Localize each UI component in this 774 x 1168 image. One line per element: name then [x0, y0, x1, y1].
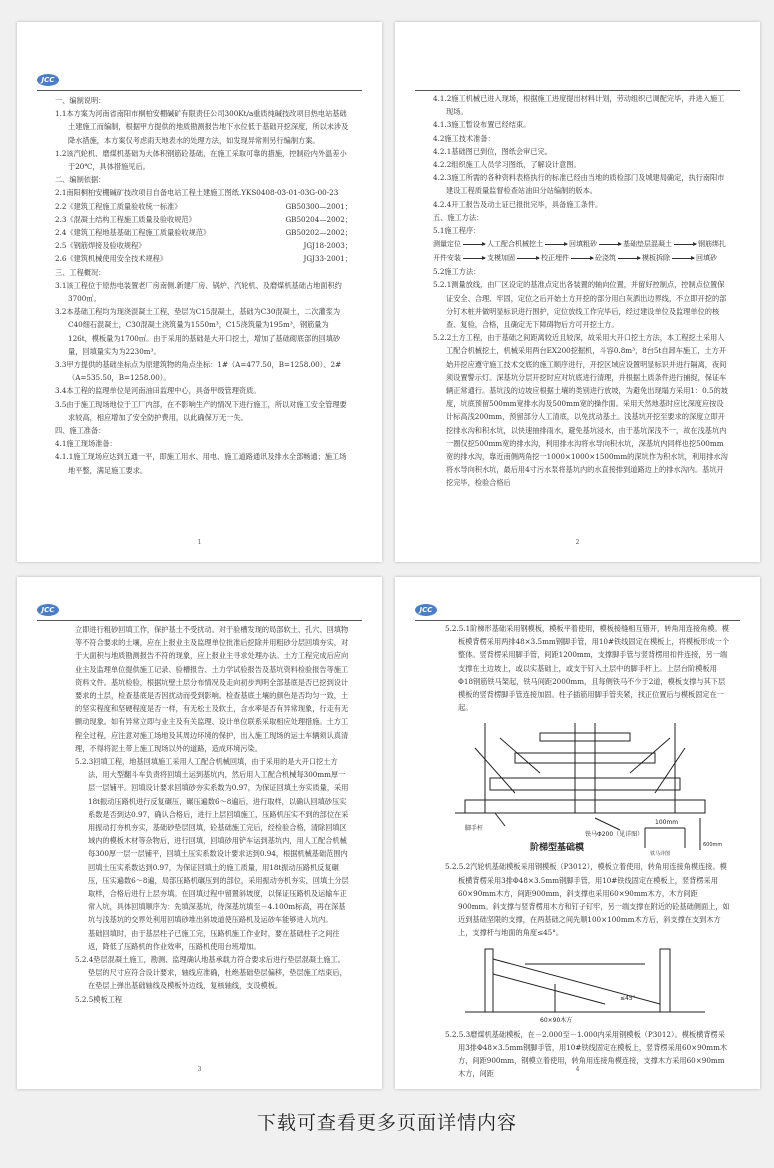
- header-rule: [37, 90, 362, 91]
- figure-label: 铁马Φ200（见详图）: [585, 831, 644, 839]
- paragraph: 4.1.3施工暂设布置已经结束。: [433, 120, 531, 130]
- document-page-4: [395, 577, 760, 1089]
- paragraph: 4.2施工技术准备：: [433, 133, 495, 143]
- flow-step: 校正埋件: [541, 254, 569, 263]
- standard-row: [55, 252, 352, 265]
- paragraph: 3.3甲方提供的基础坐标点为原建筑物的角点坐标：1#（A=477.50，B=1258.00）、2#（A=535.50，B=1258.00）。: [55, 360, 342, 383]
- arrow-icon: [545, 244, 567, 245]
- arrow-icon: [618, 258, 640, 259]
- download-more-link[interactable]: 下载可查看更多页面详情内容: [256, 1112, 517, 1134]
- document-page-3: [17, 577, 382, 1089]
- standard-row: [55, 200, 352, 213]
- standard-name: 2.6《建筑机械使用安全技术规程》: [55, 254, 168, 264]
- arrow-icon: [463, 244, 485, 245]
- document-page-1: [17, 22, 382, 562]
- flow-step: 测量定位: [433, 240, 461, 249]
- paragraph: 5.1施工程序：: [433, 226, 481, 236]
- paragraph: 4.1.2施工机械已进入现场，根据施工进度提出材料计划，劳动组织已调配完毕，并进入施工现场。: [433, 94, 725, 117]
- arrow-icon: [599, 244, 621, 245]
- page-number: 4: [575, 1066, 580, 1073]
- section-heading: 5.2.5模板工程: [75, 994, 123, 1004]
- page-number: 2: [575, 539, 580, 546]
- paragraph: 4.2.1基础图已到位，图纸会审已完。: [433, 146, 552, 156]
- process-flow-row-1: [433, 237, 730, 251]
- paragraph: 5.2.1测量放线，由厂区设定的基准点定出各装置的轴向位置，并留好控制点，控制点位置保证安全、合理、牢固，定位之后开始土方开挖的部分用白灰洒出边界线，不立即开挖的部分钉木桩并做明显标识进行围护，定位放线工作完毕后，经过建设单位及监理单位的核查、复验，合格，且确定无下障碍物后方可开挖土方。: [433, 280, 727, 330]
- section-heading: 五、施工方法：: [433, 212, 484, 222]
- paragraph: 4.2.3施工所需的各种资料表格执行的标准已经由当地的质检部门及城建局确定，执行南阳市建设工程质量监督检查站油田分站编制的版本。: [433, 173, 725, 196]
- paragraph: 1.1本方案为河南省南阳市桐柏安棚碱矿有限责任公司300Kt/a重质纯碱技改项目热电站基础土建施工而编制，根据甲方提供的地质勘测报告地下水位低于基础开挖深度，所以未涉及降水措施，本方案仅考虑雨天地表水的处理方法，如发现异常则另行编制方案。: [55, 109, 349, 145]
- paragraph: 4.1施工现场准备：: [55, 439, 117, 449]
- flow-step: 钢筋绑扎: [698, 240, 726, 249]
- flow-step: 回填粗砂: [569, 240, 597, 249]
- process-flow-row-2: [433, 251, 730, 265]
- flow-step: 人工配合机械挖土: [487, 240, 543, 249]
- standard-code: GB50300—2001；: [285, 201, 352, 211]
- flow-step: 砼浇筑: [595, 254, 616, 263]
- page-body: [75, 623, 352, 1006]
- paragraph: 5.2施工方法：: [433, 267, 481, 277]
- arrow-icon: [571, 258, 593, 259]
- paragraph: 3.4本工程的监理单位是河南油田监理中心，具备甲级管理资质。: [55, 386, 261, 396]
- header-rule: [415, 620, 740, 621]
- figure-label: 脚手杆: [465, 825, 484, 833]
- paragraph: 5.2.5.3磨煤机基础模板，在－2.000至－1.000内采用钢模板（P3012）。模板横背楞采用3排Φ48×3.5mm钢脚手管，用10#铁线固定在模板上，竖背楞采用60×90mm木方，间距900mm，钢模立着使用，转角用连接角模连接，支撑木方采用60×90mm木方，间距: [445, 1029, 728, 1079]
- paragraph: 2.1南阳桐柏安棚碱矿技改项目自备电站工程土建施工图纸.YKS0408-03-01-03G-00-23: [55, 188, 339, 198]
- company-logo: JCC: [37, 604, 59, 616]
- arrow-icon: [517, 258, 539, 259]
- arrow-icon: [672, 258, 694, 259]
- standard-code: JGJ33-2001；: [303, 254, 352, 264]
- paragraph: 3.2本基础工程均为现浇混凝土工程，垫层为C15混凝土，基础为C30混凝土，二次灌浆为C40细石混凝土，C30混凝土浇筑量为1550m³，C15浇筑量为195m³，钢筋量为126t，模板量为1700㎡。由于采用的基础是大开口挖土，增加了基础砌底部的回填砂量，回填量实为为2230m³。: [55, 307, 341, 356]
- standard-row: [55, 213, 352, 226]
- section-heading: 四、施工准备：: [55, 426, 106, 436]
- arrow-icon: [463, 258, 485, 259]
- standard-code: GB50204—2002；: [285, 214, 352, 224]
- header-rule: [37, 620, 362, 621]
- document-page-2: [395, 22, 760, 562]
- turbine-foundation-formwork-figure: [445, 944, 715, 1024]
- paragraph: 3.5由于施工现场地位于工厂内部，在不影响生产的情况下进行施工，所以对施工安全管理要求较高，相应增加了安全防护费用，以此确保万无一失。: [55, 399, 347, 422]
- company-logo: JCC: [37, 74, 59, 86]
- standard-name: 2.4《建筑工程地基基础工程施工质量验收规范》: [55, 228, 211, 238]
- section-heading: 一、编制说明：: [55, 96, 106, 105]
- figure-label: 60×90木方: [540, 1016, 573, 1024]
- flow-step: 开件安装: [433, 254, 461, 263]
- paragraph: 基础回填时，由于基层柱子已施工完，压路机施工作业时，要在基础柱子之间往返，降低了压路机的作业效率，压路机使用台班增加。: [88, 928, 340, 951]
- paragraph: 4.2.4开工报告及动土证已报批完毕，具备施工条件。: [433, 199, 603, 209]
- page-number: 3: [197, 1066, 202, 1073]
- standard-name: 2.5《钢筋焊接及验收规程》: [55, 241, 146, 251]
- page-body: [55, 94, 352, 477]
- paragraph: 4.1.1施工现场应达到五通一平，即施工用水、用电、施工道路通讯及排水全部畅通；施工场地平整，满足施工要求。: [55, 452, 347, 475]
- flow-step: 基础垫层混凝土: [623, 240, 672, 249]
- paragraph: 5.2.3回填工程，地基回填施工采用人工配合机械回填，由于采用的是大开口挖土方法，用大型翻斗车负责将回填土运到基坑内，然后用人工配合机械每300mm厚一层一层铺平。回填设计要求回填砂夯实系数为0.97，为保证回填土夯实质量，采用18t振动压路机进行反复碾压，碾压遍数6～8遍后，进行取样，以确认回填砂压实系数是否到达0.97，确认合格后，进行上层回填施工，压路机压实不到的部位在采用振动打夯机夯实，基础砂垫层回填，砼基础施工完后，经检验合格，清除回填区域内的模板木材等杂物后，进行回填，回填砂用铲车运到基坑内，用人工配合机械每300厚一层一层铺平，回填土压实系数设计要求达到0.94，根据机械基础范围内回填土压实系数达到0.97，为保证回填土的施工质量，用18t振动压路机反复碾压，压实遍数6～8遍，局部压路机碾压到的部位，采用振动夯机夯实，回填土分层取样，合格后进行上层夯填。在回填过程中留置斜坡度，以保证压路机及运输车正常入坑，具体回填顺序为：先填深基坑，待深基坑填至－4.100m标高，再在深基坑与浅基坑的交界处利用回填砂堆出斜坡道使压路机及运砂车能够进入坑内。: [75, 757, 349, 925]
- company-logo: JCC: [415, 604, 437, 616]
- paragraph: 立即进行粗砂回填工作，保护基土不受扰动。对于验槽发现的局部软土、孔穴、回填物等不符合要求的土壤，应在上报业主及监理单位批准后挖除并用粗砂分层回填夯实，对于大面积与地质勘测报告不符的现象，应上报业主寻求处理办法。土方工程完成后应向业主及监理单位提供施工记录、验槽报告、土力学试验报告及基坑资料检验报告等施工资料文件。基坑检验，根据坑壁土层分布情况及走向初步判明全部基底是否已挖到设计要求的土层，检查基底是否因扰动而受到影响。检查基底土壤的颜色是否均匀一致，土的坚实程度和坚硬程度是否一样，有无松土及软土，含水率是否有异常现象，行走有无颤动现象。如有异常立即与业主及有关监理、设计单位联系采取相应处理措施。土方工程全过程，应注意对施工场地及其周边环境的保护，出入施工现场的运土车辆须认真清理，不得将泥土带上施工现场以外的道路，造成环境污染。: [75, 625, 349, 753]
- paragraph: 5.2.5.2汽轮机基础模板采用钢模板（P3012），模板立着使用，转角用连接角模连接。模板横背楞采用3排Φ48×3.5mm钢脚手管，用10#铁线固定在模板上，竖背楞采用60×90mm木方，间距900mm，斜支撑也采用60×90mm木方，木方间距900mm。斜支撑与竖背楞用木方和钉子钉牢，另一端支撑在附近的砼基础侧面上，如近到基础坚限的支撑，在两基础之间先顺100×100mm木方后，斜支撑在支到木方上，支撑杆与地面的角度≤45°。: [445, 862, 730, 938]
- flow-step: 支模加固: [487, 254, 515, 263]
- paragraph: 5.2.2土方工程，由于基础之间距离较近且较深，故采用大开口挖土方法，本工程挖土采用人工配合机械挖土，机械采用两台EX200挖掘机，斗容0.8m³，8台5t自卸车施工，土方开始开挖应遵守施工技术交底的施工顺序进行，开挖区域应设置明显标识并进行隔离，夜间须设置警示灯。深基坑分层开挖时应对坑底进行清理，并根据土质条件进行捕捉，保证车辆正常通行。基坑浅的边坡应根据土壤的类别进行放坡，为避免出现塌方采用1：0.5的坡度，坑底预留500mm宽排水沟及500mm宽的操作面。采用天然地基时应比深度应按设计标高浅200mm，预留部分人工清底，以免扰动基土。浅基坑开挖至要求的深度立即开挖排水沟和积水坑，以快速抽排雨水，避免基坑浸水，由于基坑深浅不一，故在浅基坑内一圈仅挖500mm宽的排水沟，利用排水沟将水导向积水坑，深基坑内同样也挖500mm宽的排水沟，靠近南侧两角挖一1000×1000×1500mm的深坑作为积水坑，利用排水沟将水导向积水坑，最后用4寸污水泵将基坑内的水直接排到道路边上的排水沟内。基坑开挖完毕，检验合格后: [433, 333, 728, 488]
- paragraph: 5.2.5.1阶梯形基础采用钢模板，模板平着使用，模板接缝相互错开，转角用连接角模。模板模背楞采用两排48×3.5mm钢脚手管，用10#铁线固定在模板上，将模板形成一个整体。竖背楞采用脚手管，间距1200mm，支撑脚手管与竖背楞用扣件连接，另一端支撑在土边坡上，或以实基础上，或支于钉入土层中的脚手杆上。上层台阶模板用Φ18钢筋铁马架起，铁马间距2000mm，且每侧铁马不少于2道，模板支撑与其下层模板的竖背楞脚手管连接加固。柱子插筋用脚手管夹紧，找正位置后与模板固定在一起。: [445, 624, 730, 713]
- arrow-icon: [674, 244, 696, 245]
- paragraph: 1.2该汽轮机、磨煤机基础为大体积钢筋砼基础，在施工采取可靠的措施，控制砼内外温差小于20℃，具体措施见后。: [55, 148, 347, 172]
- figure-label: 600mm: [703, 842, 723, 849]
- flow-step: 模板拆除: [642, 254, 670, 263]
- flow-step: 回填砂: [696, 254, 717, 263]
- page-body: [445, 622, 730, 1080]
- figure-label: ≤45°: [620, 994, 636, 1002]
- standard-row: [55, 226, 352, 239]
- paragraph: 3.1该工程位于原热电装置老厂房南侧.新建厂房、锅炉、汽轮机、及磨煤机基础占地面积约3700㎡。: [55, 280, 342, 304]
- figure-label: 铁马详图: [650, 851, 671, 858]
- paragraph: 4.2.2组织施工人员学习图纸，了解设计意图。: [433, 160, 581, 170]
- page-body: [433, 92, 730, 490]
- paragraph: 5.2.4垫层混凝土施工，勘测、监理确认地基承载力符合要求后进行垫层混凝土施工。垫层的尺寸应符合设计要求，轴线应准确，杜绝基础垫层偏移，垫层施工结束后，在垫层上弹出基础轴线及模板外边线，复核轴线，支设模板。: [75, 955, 347, 991]
- page-number: 1: [197, 539, 202, 546]
- section-heading: 二、编制依据：: [55, 175, 106, 185]
- figure-title: 阶梯型基础模: [530, 843, 585, 854]
- figure-label: 100mm: [655, 819, 679, 827]
- standard-name: 2.2《建筑工程施工质量验收统一标准》: [55, 201, 182, 211]
- standard-name: 2.3《混凝土结构工程施工质量及验收规范》: [55, 214, 196, 224]
- header-rule: [415, 90, 740, 91]
- stepped-foundation-formwork-figure: [445, 718, 723, 858]
- standard-code: GB50202—2002；: [285, 228, 352, 238]
- section-heading: 三、工程概况：: [55, 267, 106, 277]
- standard-code: JGJ18-2003；: [303, 241, 352, 251]
- standard-row: [55, 239, 352, 252]
